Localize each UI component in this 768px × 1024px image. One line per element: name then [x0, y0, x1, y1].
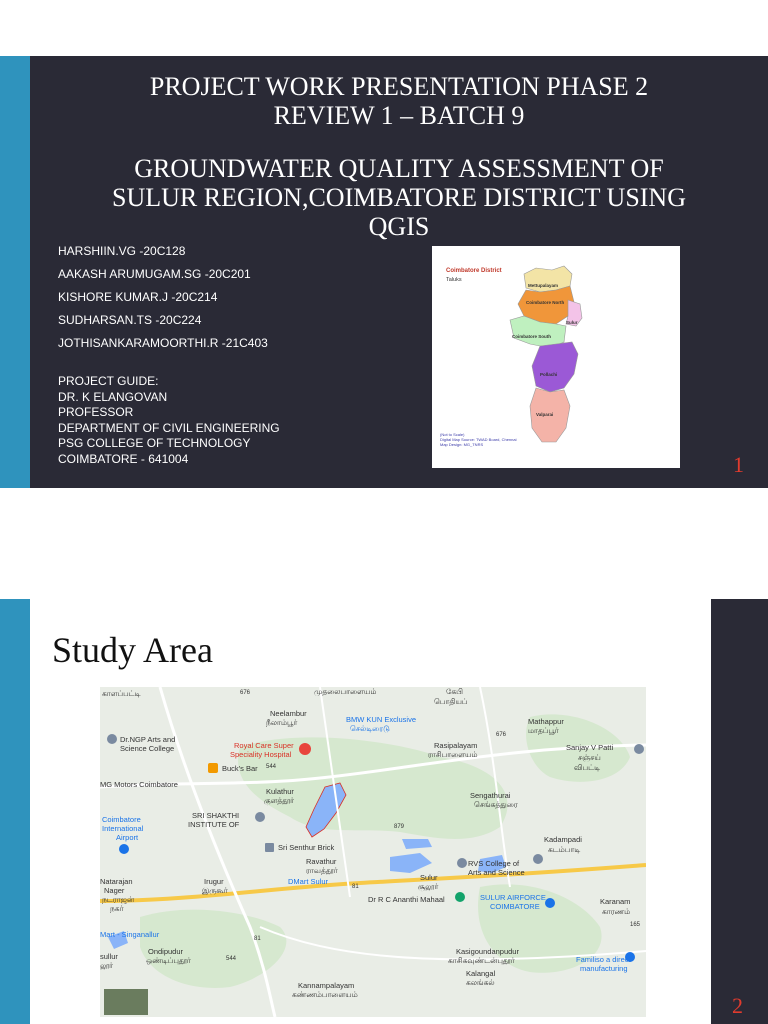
place-label: Neelambur	[270, 709, 307, 718]
place-label: Ondipudur	[148, 947, 184, 956]
region-label: Coimbatore South	[512, 334, 551, 339]
place-label: SRI SHAKTHI	[192, 811, 240, 820]
place-label: Ravathur	[306, 857, 337, 866]
location-pin-icon	[455, 892, 465, 902]
road-number: 879	[394, 824, 405, 830]
place-label: நகர்	[110, 904, 124, 913]
place-label: சஞ்சய்	[578, 753, 601, 762]
place-label: Airport	[116, 833, 139, 842]
place-label: Dr R C Ananthi Mahaal	[368, 895, 445, 904]
place-label: Sri Senthur Brick	[278, 843, 335, 852]
page-number: 2	[732, 993, 743, 1018]
credit-line: Map Design: MG_TNRS	[440, 442, 484, 447]
place-label: Natarajan	[100, 877, 133, 886]
location-pin-icon	[255, 812, 265, 822]
lake	[402, 839, 432, 849]
team-member: JOTHISANKARAMOORTHI.R -21C403	[58, 336, 268, 350]
team-member: SUDHARSAN.TS -20C224	[58, 313, 202, 327]
team-member: HARSHIIN.VG -20C128	[58, 244, 186, 258]
place-label: Royal Care Super	[234, 741, 294, 750]
place-label: முதலைபாளையம்	[314, 687, 377, 696]
place-label: sullur	[100, 952, 118, 961]
place-label: Kadampadi	[544, 835, 582, 844]
place-label: DMart Sulur	[288, 877, 329, 886]
district-map-subtitle: Taluks	[446, 277, 462, 283]
region-label: Valparai	[536, 412, 554, 417]
location-pin-icon	[457, 858, 467, 868]
road-number: 81	[352, 884, 359, 890]
location-pin-icon	[533, 854, 543, 864]
district-taluk-map	[432, 246, 680, 468]
place-label: MG Motors Coimbatore	[100, 780, 178, 789]
slide-1-title	[30, 72, 768, 130]
location-pin-icon	[119, 844, 129, 854]
place-label: கலங்கல்	[466, 978, 495, 987]
place-label: Karanam	[600, 897, 631, 906]
satellite-thumbnail	[104, 989, 148, 1015]
lake	[390, 853, 432, 873]
subtitle-line: GROUNDWATER QUALITY ASSESSMENT OF	[134, 154, 664, 183]
road-number: 544	[226, 956, 237, 962]
place-label: BMW KUN Exclusive	[346, 715, 417, 724]
place-label: Nager	[104, 886, 125, 895]
region-label: Mettupalayam	[528, 283, 559, 288]
credit-line: (Not to Scale)	[440, 432, 465, 437]
location-pin-icon	[265, 843, 274, 852]
place-label: Sulur	[420, 873, 438, 882]
slide-1	[0, 56, 768, 488]
place-label: COIMBATORE	[490, 902, 540, 911]
region-label: Coimbatore North	[526, 300, 565, 305]
place-label: குளத்தூர்	[264, 796, 295, 805]
slide-2	[0, 599, 768, 1024]
credit-line: Digital Map Source: TWAD Board, Chennai	[440, 437, 517, 442]
place-label: சூலூர்	[418, 882, 439, 891]
project-guide-block	[58, 374, 280, 467]
place-label: Science College	[120, 744, 175, 753]
place-label: Buck's Bar	[222, 764, 258, 773]
place-label: Familiso a direct	[576, 955, 631, 964]
study-area-map[interactable]	[100, 687, 646, 1017]
location-pin-icon	[107, 734, 117, 744]
place-label: INSTITUTE OF	[188, 820, 240, 829]
road-number: 544	[266, 764, 277, 770]
place-label: நீலாம்பூர்	[266, 718, 298, 727]
slide-2-right-bar	[711, 599, 768, 1024]
place-label: Kannampalayam	[298, 981, 355, 990]
place-label: Sanjay V Patti	[566, 743, 614, 752]
place-label: விபட்டி	[574, 763, 601, 772]
guide-line: PROJECT GUIDE:	[58, 374, 159, 388]
place-label: செல்டிரைடு	[350, 724, 390, 733]
page-number: 1	[733, 452, 744, 477]
place-label: International	[102, 824, 144, 833]
district-map-title: Coimbatore District	[446, 268, 502, 274]
place-label: ராசிபாளையம்	[428, 750, 478, 759]
slide-1-accent-bar	[0, 56, 30, 488]
team-members-list	[58, 244, 268, 359]
guide-line: PROFESSOR	[58, 405, 134, 419]
place-label: Coimbatore	[102, 815, 141, 824]
guide-line: DR. K ELANGOVAN	[58, 389, 168, 404]
place-label: Dr.NGP Arts and	[120, 735, 176, 744]
place-label: காசிகவுண்டன்புதூர்	[448, 956, 515, 965]
region-pollachi	[532, 342, 578, 392]
region-label: Sulur	[566, 320, 578, 325]
place-label: நடராஜன்	[102, 895, 135, 904]
location-pin-icon	[299, 743, 311, 755]
place-label: Arts and Science	[468, 868, 525, 877]
location-pin-icon	[545, 898, 555, 908]
place-label: Sengathurai	[470, 791, 511, 800]
road-number: 676	[240, 690, 251, 696]
place-label: கடம்பாடி	[548, 845, 581, 854]
slide-2-title: Study Area	[52, 630, 213, 670]
location-pin-icon	[634, 744, 644, 754]
place-label: ஒண்டிப்புதூர்	[146, 956, 191, 965]
location-pin-icon	[208, 763, 218, 773]
title-line: PROJECT WORK PRESENTATION PHASE 2	[149, 72, 649, 101]
place-label: காளப்பட்டி	[102, 689, 141, 698]
place-label: ராவத்தூர்	[306, 866, 338, 875]
place-label: Mart - Singanallur	[100, 930, 160, 939]
place-label: Speciality Hospital	[230, 750, 292, 759]
place-label: Mathappur	[528, 717, 564, 726]
place-label: Rasipalayam	[434, 741, 478, 750]
place-label: காரணம்	[602, 907, 631, 916]
place-label: கண்ணம்பாளையம்	[292, 990, 358, 999]
road-number: 165	[630, 922, 641, 928]
guide-line: COIMBATORE - 641004	[58, 451, 189, 466]
place-label: கேபி	[446, 687, 463, 696]
subtitle-line: SULUR REGION,COIMBATORE DISTRICT USING	[112, 183, 686, 212]
guide-line: PSG COLLEGE OF TECHNOLOGY	[58, 436, 251, 450]
place-label: Irugur	[204, 877, 224, 886]
subtitle-line: QGIS	[368, 212, 430, 241]
place-label: RVS College of	[468, 859, 520, 868]
place-label: SULUR AIRFORCE	[480, 893, 546, 902]
place-label: Kulathur	[266, 787, 294, 796]
region-label: Pollachi	[540, 372, 558, 377]
guide-line: DEPARTMENT OF CIVIL ENGINEERING	[58, 420, 280, 435]
district-map-credit	[440, 432, 520, 447]
place-label: Kasigoundanpudur	[456, 947, 519, 956]
place-label: இருகூர்	[202, 886, 228, 895]
title-line: REVIEW 1 – BATCH 9	[273, 101, 525, 130]
place-label: செங்கத்துரை	[474, 800, 518, 809]
road-number: 81	[254, 936, 261, 942]
place-label: Kalangal	[466, 969, 496, 978]
place-label: manufacturing	[580, 964, 628, 973]
team-member: AAKASH ARUMUGAM.SG -20C201	[58, 267, 251, 281]
slide-1-subtitle	[30, 154, 768, 241]
team-member: KISHORE KUMAR.J -20C214	[58, 290, 218, 304]
road-number: 676	[496, 732, 507, 738]
slide-2-accent-bar	[0, 599, 30, 1024]
place-label: மாதப்பூர்	[528, 726, 559, 735]
place-label: லூர்	[100, 961, 114, 970]
place-label: பொதியப்	[434, 697, 468, 706]
